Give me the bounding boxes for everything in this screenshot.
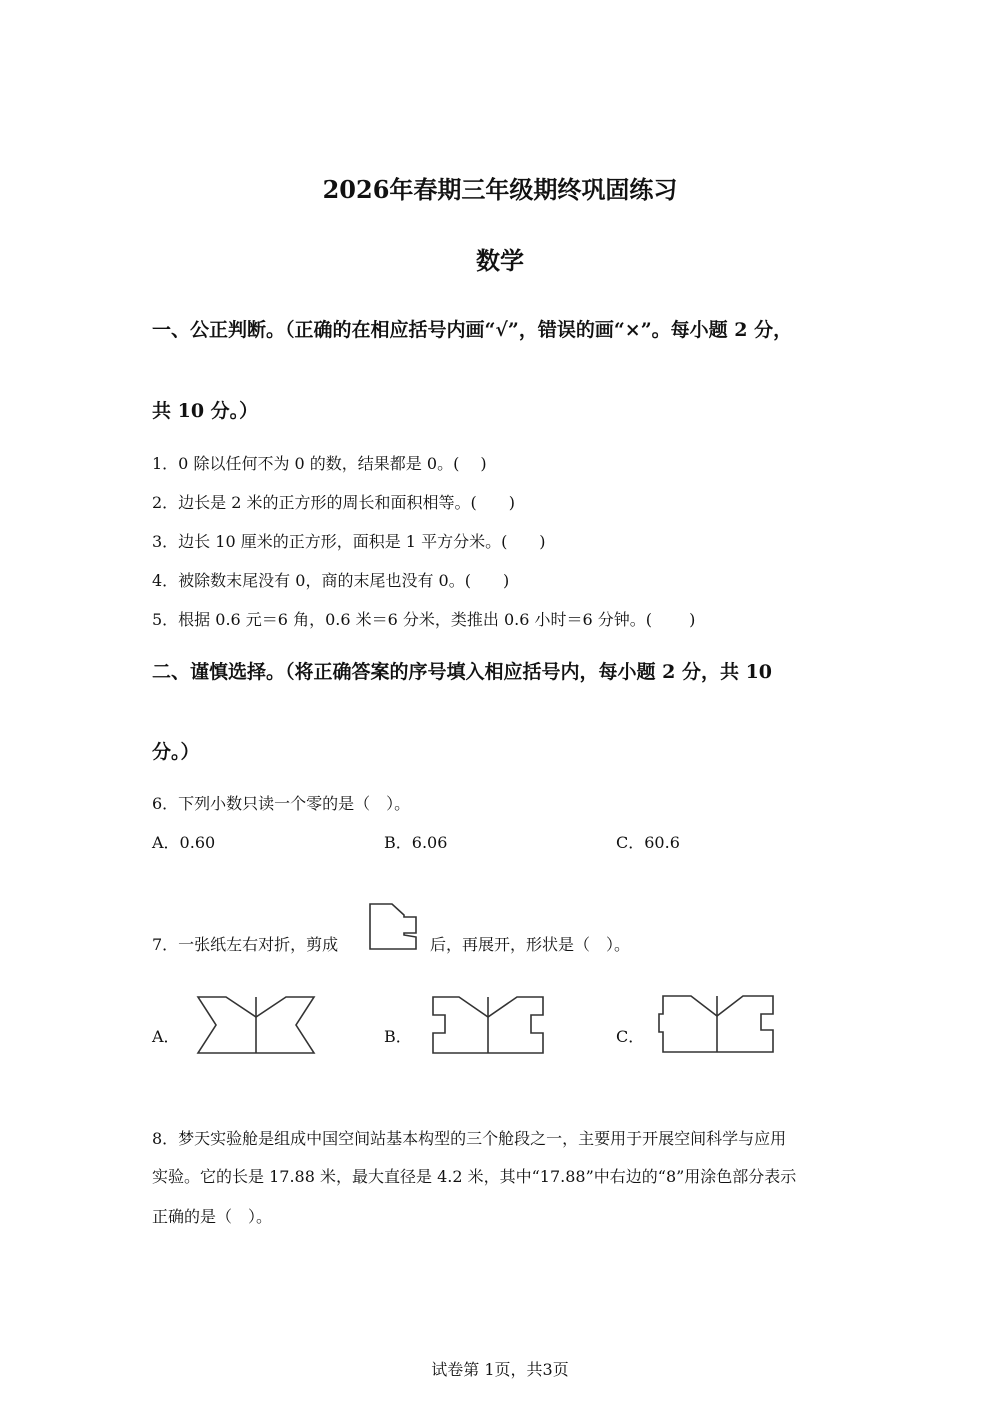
- question-4: 4．被除数末尾没有 0，商的末尾也没有 0。( ): [152, 571, 510, 590]
- q6-option-b: B．6.06: [384, 833, 448, 852]
- question-7-stem-after: 后，再展开，形状是（ ）。: [430, 935, 631, 954]
- section2-heading-line1: 二、谨慎选择。（将正确答案的序号填入相应括号内，每小题 2 分，共 10: [152, 661, 773, 683]
- question-7-stem-before: 7．一张纸左右对折，剪成: [152, 935, 339, 954]
- q7-option-a-shape: [196, 995, 318, 1057]
- question-1: 1．0 除以任何不为 0 的数，结果都是 0。( ): [152, 454, 487, 473]
- question-8-line3: 正确的是（ ）。: [152, 1207, 273, 1226]
- section2-heading-line2: 分。）: [152, 741, 200, 763]
- section1-heading-line2: 共 10 分。）: [152, 400, 259, 422]
- subject-title: 数学: [476, 246, 524, 275]
- folded-paper-cut-figure: [368, 902, 418, 952]
- question-5: 5．根据 0.6 元＝6 角，0.6 米＝6 分米，类推出 0.6 小时＝6 分钟。( ): [152, 610, 696, 629]
- question-6-stem: 6．下列小数只读一个零的是（ ）。: [152, 794, 411, 813]
- q7-option-b-shape: [431, 995, 547, 1057]
- q7-option-c-shape: [659, 994, 777, 1056]
- page-title: 2026年春期三年级期终巩固练习: [322, 175, 678, 204]
- question-3: 3．边长 10 厘米的正方形，面积是 1 平方分米。( ): [152, 532, 546, 551]
- page-footer: 试卷第 1页，共3页: [431, 1360, 569, 1379]
- question-8-line2: 实验。它的长是 17.88 米，最大直径是 4.2 米，其中“17.88”中右边的“8”用涂色部分表示: [152, 1167, 797, 1186]
- q6-option-c: C．60.6: [616, 833, 680, 852]
- q6-option-a: A．0.60: [152, 833, 216, 852]
- section1-heading-line1: 一、公正判断。（正确的在相应括号内画“√”，错误的画“×”。每小题 2 分，: [152, 319, 793, 341]
- q7-option-a-label: A．: [152, 1027, 180, 1046]
- q7-option-b-label: B．: [384, 1027, 412, 1046]
- question-8-line1: 8．梦天实验舱是组成中国空间站基本构型的三个舱段之一，主要用于开展空间科学与应用: [152, 1129, 787, 1148]
- q7-option-c-label: C．: [616, 1027, 645, 1046]
- question-2: 2．边长是 2 米的正方形的周长和面积相等。( ): [152, 493, 516, 512]
